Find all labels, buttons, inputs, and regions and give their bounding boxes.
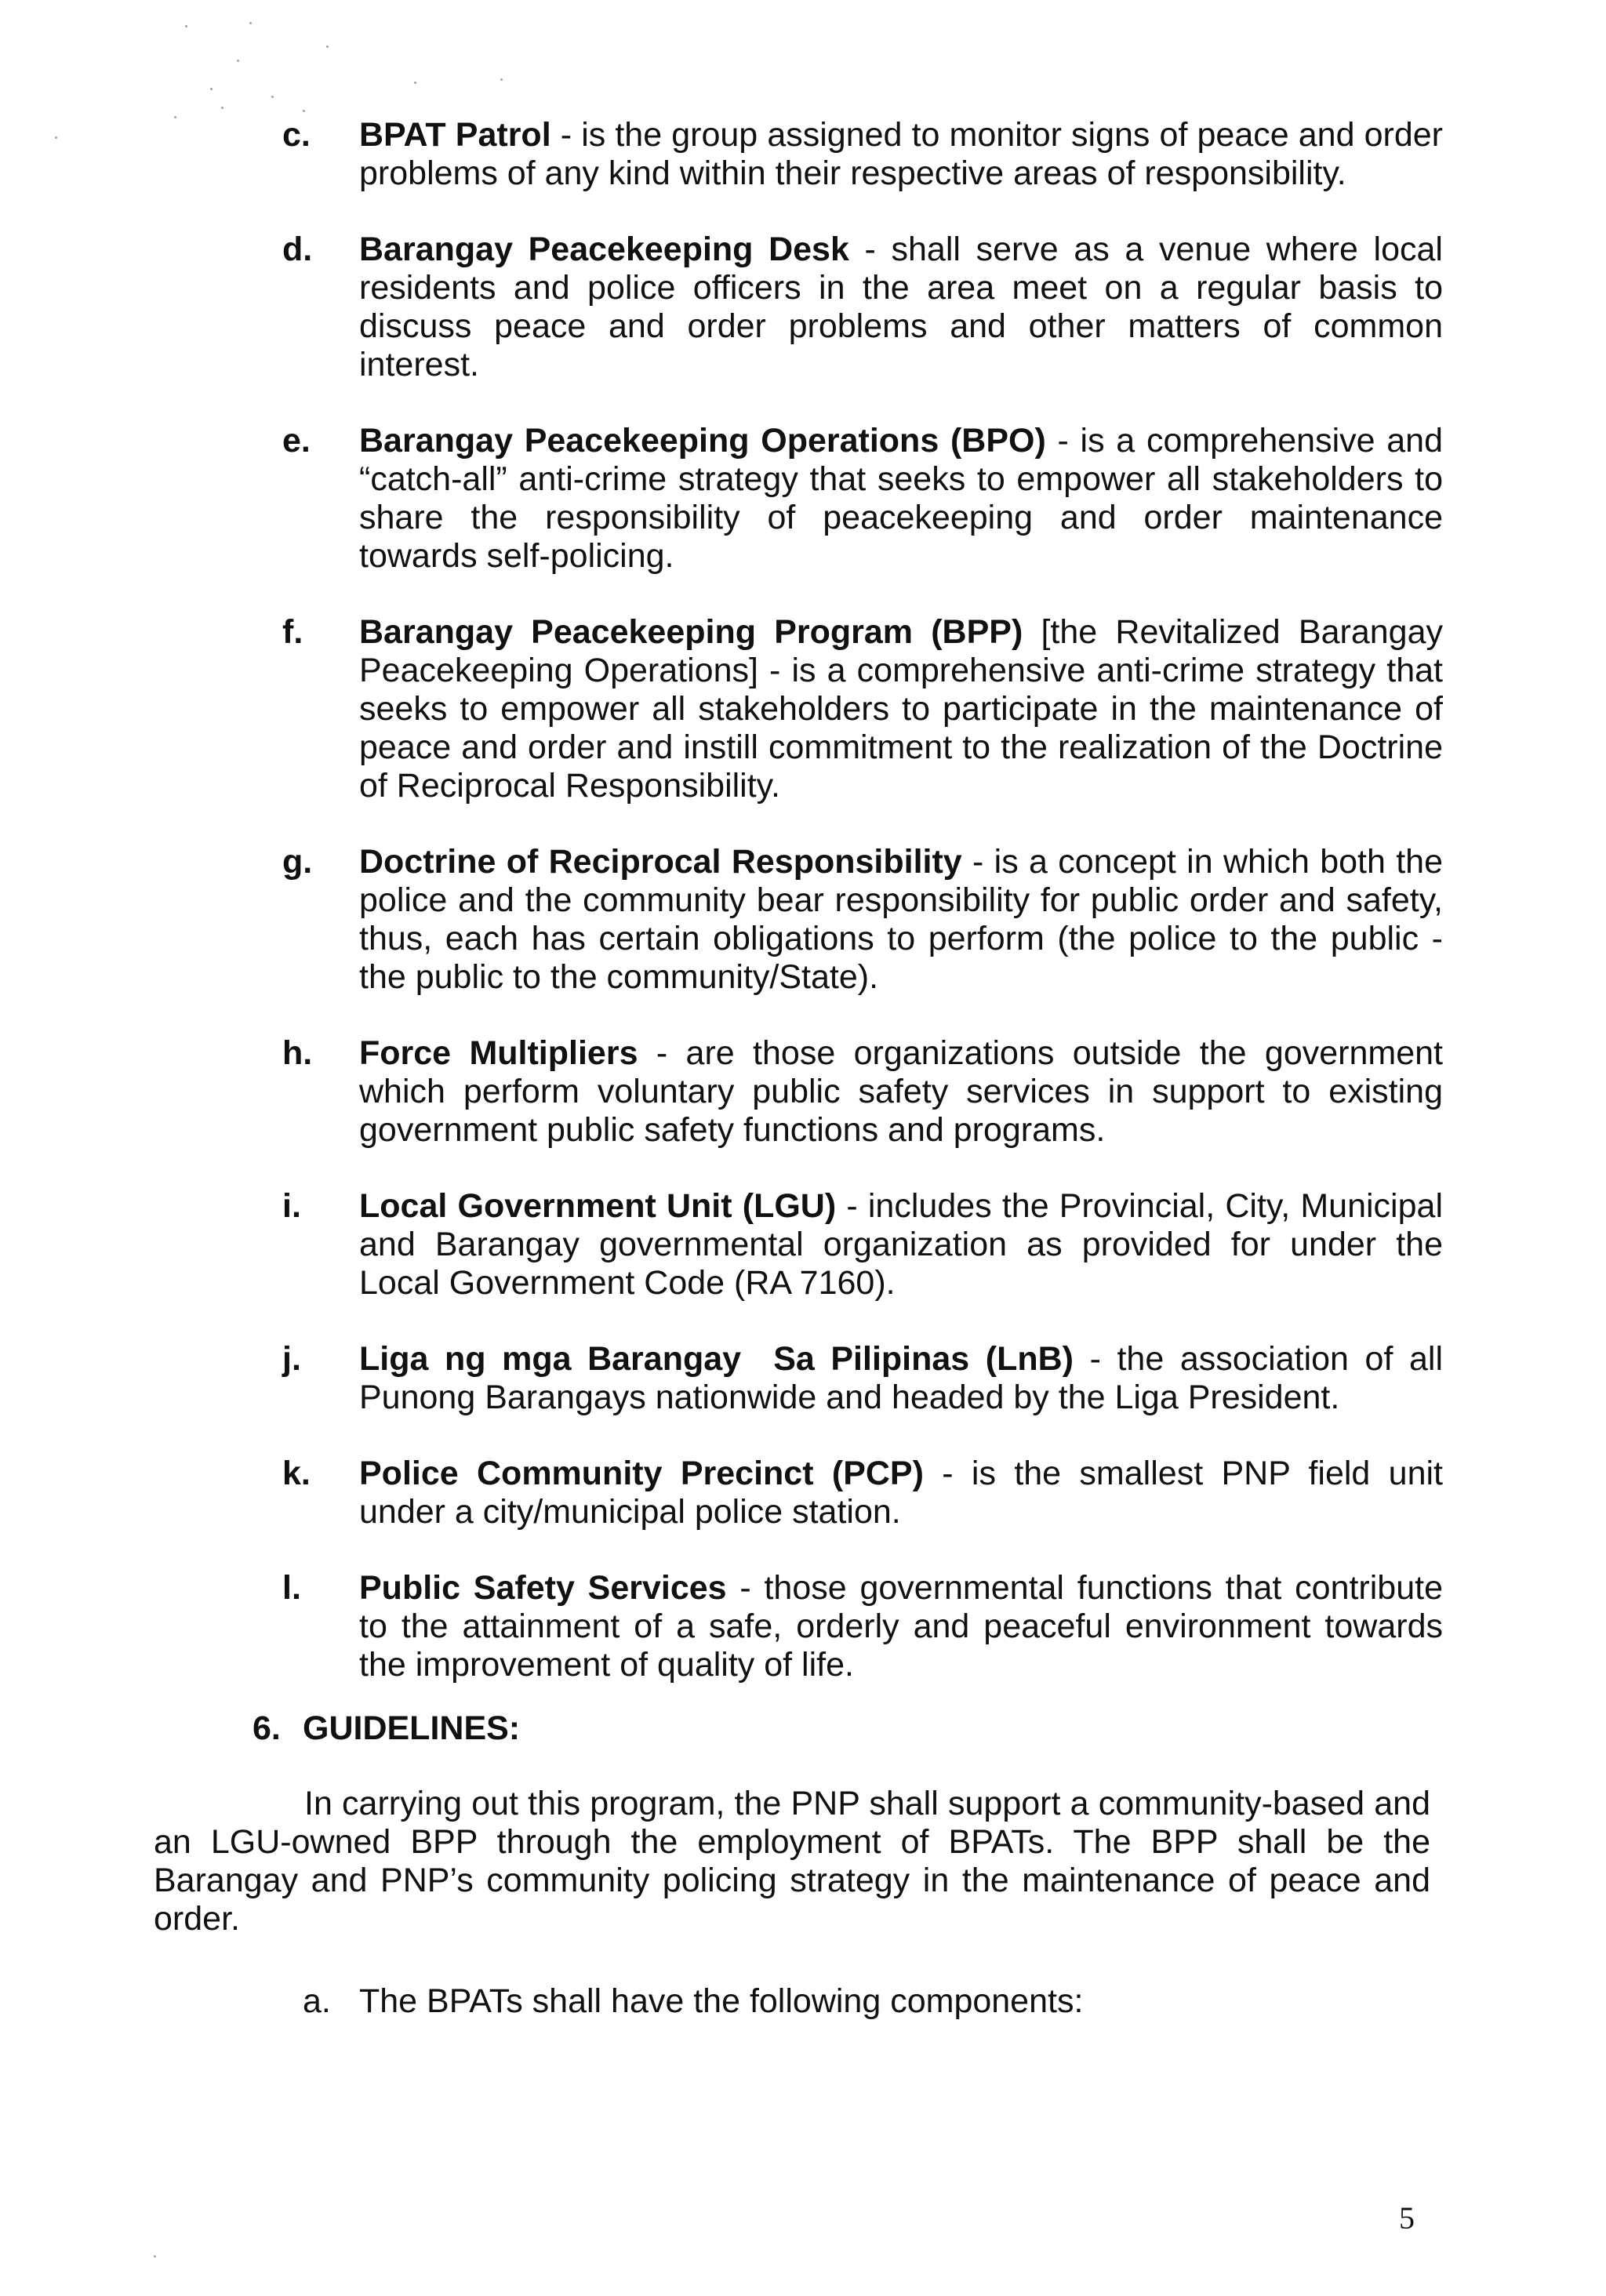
scan-speck [210, 88, 213, 90]
guidelines-paragraph: In carrying out this program, the PNP shall support a community-based and an LGU-owned BPP through the employment of BPATs. The BPP shall be the Barangay and PNP’s community policing strategy in the maintenance of peace and order. [154, 1785, 1430, 1938]
scan-speck [55, 136, 57, 139]
scan-speck [237, 60, 239, 62]
definition-item [282, 1455, 1443, 1531]
definition-term: Barangay Peacekeeping Program (BPP) [359, 613, 1023, 651]
scan-speck [500, 78, 503, 81]
sub-item [303, 1982, 1401, 2021]
definition-text: - is the group assigned to monitor signs of peace and order problems of any kind within their respective areas of responsibility. [359, 116, 1444, 192]
sub-item-letter: a. [303, 1982, 331, 2020]
definition-term: Local Government Unit (LGU) [359, 1187, 837, 1225]
definition-letter: l. [282, 1569, 301, 1607]
definition-item [282, 613, 1443, 805]
definitions-list [282, 116, 1443, 1722]
definition-item [282, 843, 1443, 997]
section-title: GUIDELINES: [303, 1709, 521, 1747]
sub-item-text: The BPATs shall have the following components: [359, 1982, 1084, 2020]
definition-text: - includes the Provincial, City, Municipal and Barangay governmental organization as provided for under the Local Government Code (RA 7160). [359, 1187, 1443, 1302]
definition-text: - shall serve as a venue where local residents and police officers in the area meet on a regular basis to discuss peace and order problems and other matters of common interest. [359, 231, 1443, 383]
definition-term: BPAT Patrol [359, 116, 551, 154]
definition-item [282, 1569, 1443, 1684]
definition-item [282, 1340, 1443, 1417]
definition-term: Barangay Peacekeeping Operations (BPO) [359, 422, 1046, 460]
section-heading [253, 1709, 723, 1748]
definition-term: Police Community Precinct (PCP) [359, 1455, 924, 1492]
definition-letter: c. [282, 116, 311, 154]
definition-text: - the association of all Punong Barangays nationwide and headed by the Liga President. [359, 1340, 1444, 1416]
definition-letter: g. [282, 843, 313, 881]
definition-item [282, 1034, 1443, 1150]
scan-speck [185, 25, 187, 27]
definition-letter: i. [282, 1187, 301, 1225]
scan-speck [174, 116, 176, 118]
definition-letter: j. [282, 1340, 301, 1378]
definition-term: Liga ng mga Barangay Sa Pilipinas (LnB) [359, 1340, 1074, 1378]
scan-speck [249, 22, 252, 24]
definition-text: - is a comprehensive and “catch-all” anti-crime strategy that seeks to empower all stakeholders to share the responsibility of peacekeeping and order maintenance towards self-policing. [359, 422, 1443, 575]
definition-term: Public Safety Services [359, 1569, 727, 1607]
definition-text: - are those organizations outside the government which perform voluntary public safety services in support to existing government public safety functions and programs. [359, 1034, 1443, 1149]
section-number: 6. [253, 1709, 281, 1747]
definition-text: [the Revitalized Barangay Peacekeeping Operations] - is a comprehensive anti-crime strategy that seeks to empower all stakeholders to participate in the maintenance of peace and order and instill commitment to the realization of the Doctrine of Reciprocal Responsibility. [359, 613, 1443, 805]
definition-term: Force Multipliers [359, 1034, 638, 1072]
definition-letter: k. [282, 1455, 311, 1492]
definition-letter: d. [282, 231, 313, 268]
scan-speck [154, 2255, 156, 2258]
definition-text: - is a concept in which both the police and the community bear responsibility for public order and safety, thus, each has certain obligations to perform (the police to the public - the public to the community/State). [359, 843, 1443, 996]
page-number: 5 [1399, 2200, 1415, 2236]
scan-speck [414, 82, 416, 84]
definition-term: Barangay Peacekeeping Desk [359, 231, 849, 268]
scan-speck [221, 107, 223, 109]
definition-text: - those governmental functions that contribute to the attainment of a safe, orderly and peaceful environment towards the improvement of quality of life. [359, 1569, 1443, 1684]
definition-item [282, 231, 1443, 384]
scan-speck [303, 110, 305, 112]
definition-letter: h. [282, 1034, 313, 1072]
definition-item [282, 1187, 1443, 1302]
scan-speck [271, 96, 274, 98]
definition-letter: e. [282, 422, 311, 460]
definition-letter: f. [282, 613, 303, 651]
definition-text: - is the smallest PNP field unit under a city/municipal police station. [359, 1455, 1443, 1531]
definition-term: Doctrine of Reciprocal Responsibility [359, 843, 962, 881]
scan-speck [326, 45, 329, 48]
definition-item [282, 422, 1443, 576]
definition-item [282, 116, 1443, 193]
